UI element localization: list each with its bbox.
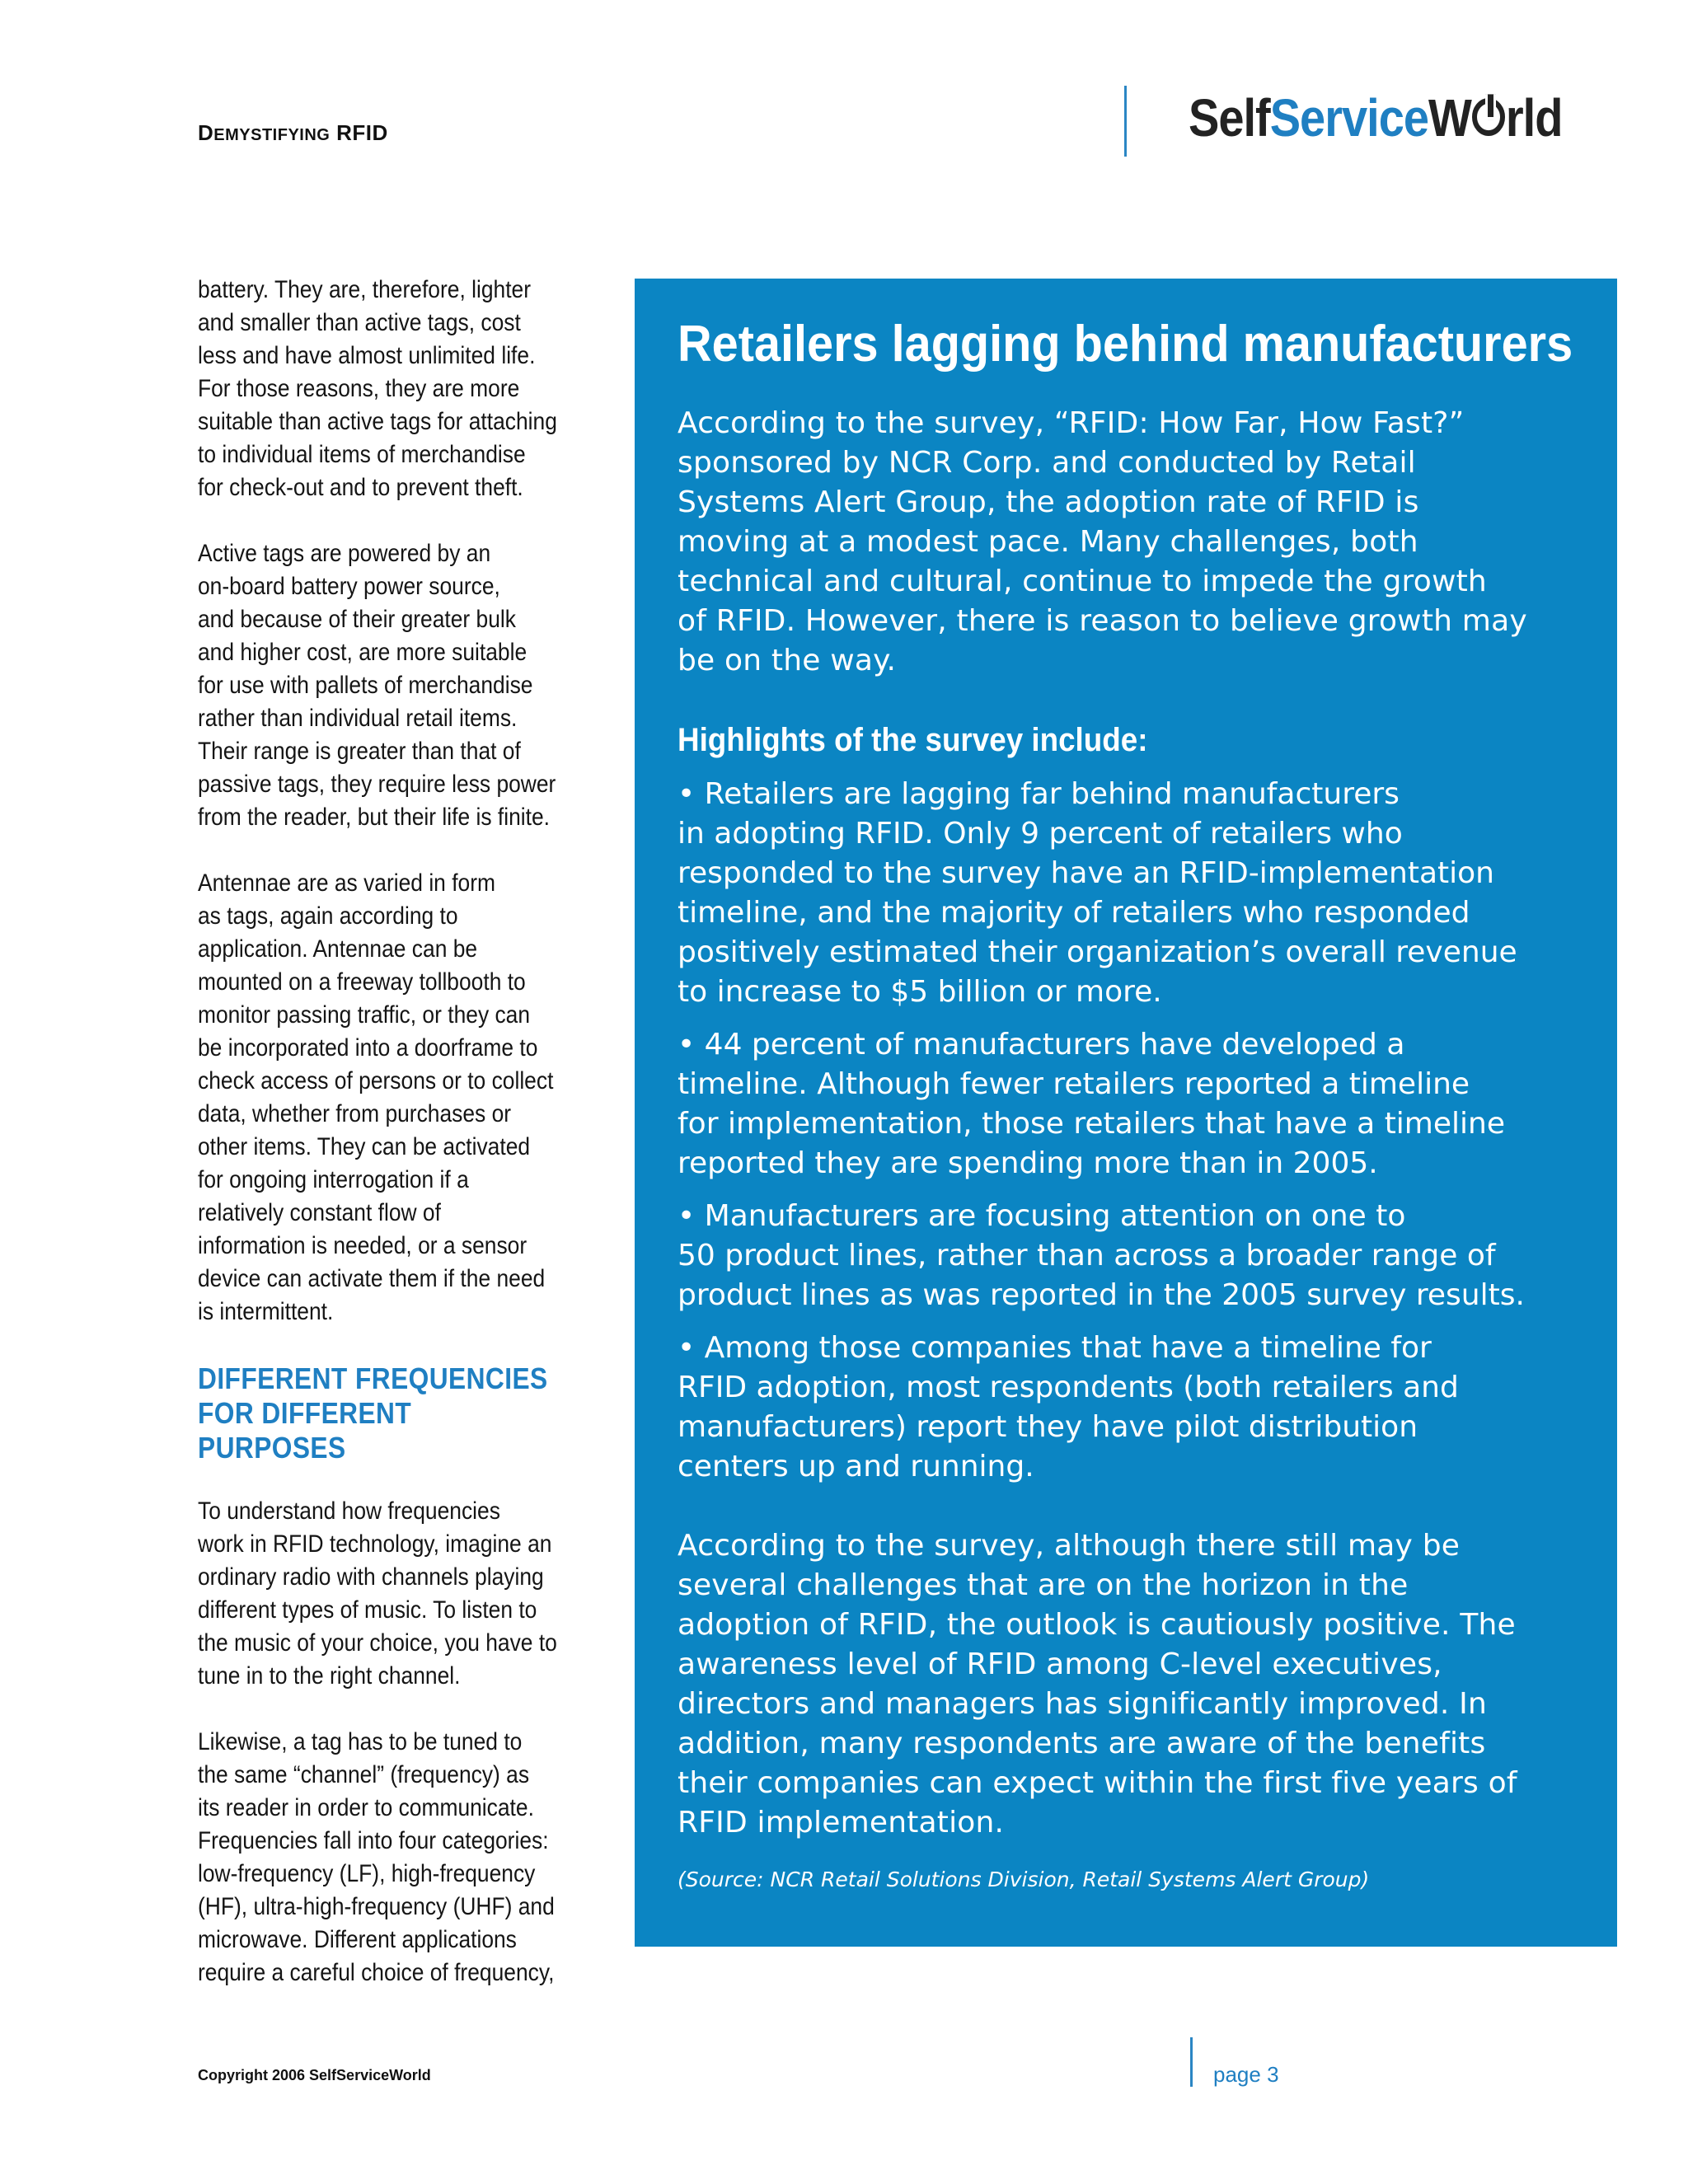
- highlight-item: • Among those companies that have a timeline for RFID adoption, most respondents (both retailers and manufacturers) report they have pilot distribution centers up and running.: [678, 1331, 1459, 1483]
- logo-world-w: W: [1428, 87, 1471, 148]
- sidebar-source: (Source: NCR Retail Solutions Division, Retail Systems Alert Group): [678, 1868, 1370, 1891]
- sidebar-subheading: Highlights of the survey include:: [678, 722, 1148, 758]
- page-number: page 3: [1213, 2062, 1279, 2087]
- logo-world-text: [1428, 87, 1562, 148]
- section-heading-line-2: FOR DIFFERENT PURPOSES: [198, 1396, 412, 1465]
- section-heading: [198, 1361, 560, 1465]
- left-paragraph-1: battery. They are, therefore, lighter and smaller than active tags, cost less and have almost unlimited life. For those reasons, they are more suitable than active tags for attaching to individual items of merchandise for check-out and to prevent theft.: [198, 276, 557, 501]
- logo-service-text: Service: [1269, 87, 1428, 148]
- highlight-item: • Retailers are lagging far behind manufacturers in adopting RFID. Only 9 percent of retailers who responded to the survey have an RFID-implementation timeline, and the majority of retailers who responded positively estimated their organization’s overall revenue to increase to $5 billion or more.: [678, 777, 1517, 1009]
- highlight-item: • Manufacturers are focusing attention on one to 50 product lines, rather than across a broader range of product lines as was reported in the 2005 survey results.: [678, 1199, 1525, 1312]
- selfserviceworld-logo: [1189, 81, 1562, 152]
- sidebar-intro: According to the survey, “RFID: How Far, How Fast?” sponsored by NCR Corp. and conducted by Retail Systems Alert Group, the adoption rate of RFID is moving at a modest pace. Many challenges, both technical and cultural, continue to impede the growth of RFID. However, there is reason to believe growth may be on the way.: [678, 406, 1527, 677]
- logo-world-rest: rld: [1505, 87, 1563, 148]
- left-paragraph-4: To understand how frequencies work in RFID technology, imagine an ordinary radio with channels playing different types of music. To listen to the music of your choice, you have to tune in to the right channel.: [198, 1497, 557, 1690]
- left-paragraph-5: Likewise, a tag has to be tuned to the same “channel” (frequency) as its reader in order to communicate. Frequencies fall into four categories: low-frequency (LF), high-frequency (HF), ultra-high-frequency (UHF) and microwave. Different applications require a careful choice of frequency,: [198, 1728, 555, 1986]
- highlights-list: [678, 775, 1573, 1487]
- left-paragraph-3: Antennae are as varied in form as tags, again according to application. Antennae can be mounted on a freeway tollbooth to monitor passing traffic, or they can be incorporated into a doorframe to check access of persons or to collect data, whether from purchases or other items. They can be activated for ongoing interrogation if a relatively constant flow of information is needed, or a sensor device can activate them if the need is intermittent.: [198, 869, 554, 1325]
- sidebar-title: Retailers lagging behind manufacturers: [678, 316, 1573, 373]
- power-icon: [1472, 98, 1505, 136]
- survey-sidebar: [635, 279, 1617, 1947]
- logo-self-text: Self: [1189, 87, 1270, 148]
- running-header: DEMYSTIFYING RFID: [198, 120, 388, 145]
- footer-divider: [1190, 2037, 1193, 2087]
- section-heading-line-1: DIFFERENT FREQUENCIES: [198, 1361, 548, 1395]
- left-paragraph-2: Active tags are powered by an on-board battery power source, and because of their greater bulk and higher cost, are more suitable for use with pallets of merchandise rather than individual retail items. Their range is greater than that of passive tags, they require less power from the reader, but their life is finite.: [198, 540, 556, 831]
- left-column: [198, 274, 560, 2022]
- header-divider: [1124, 86, 1127, 157]
- footer-copyright: Copyright 2006 SelfServiceWorld: [198, 2067, 431, 2083]
- highlight-item: • 44 percent of manufacturers have developed a timeline. Although fewer retailers reported a timeline for implementation, those retailers that have a timeline reported they are spending more than in 2005.: [678, 1028, 1505, 1180]
- sidebar-outro: According to the survey, although there still may be several challenges that are on the horizon in the adoption of RFID, the outlook is cautiously positive. The awareness level of RFID among C-level executives, directors and managers has significantly improved. In addition, many respondents are aware of the benefits their companies can expect within the first five years of RFID implementation.: [678, 1529, 1517, 1840]
